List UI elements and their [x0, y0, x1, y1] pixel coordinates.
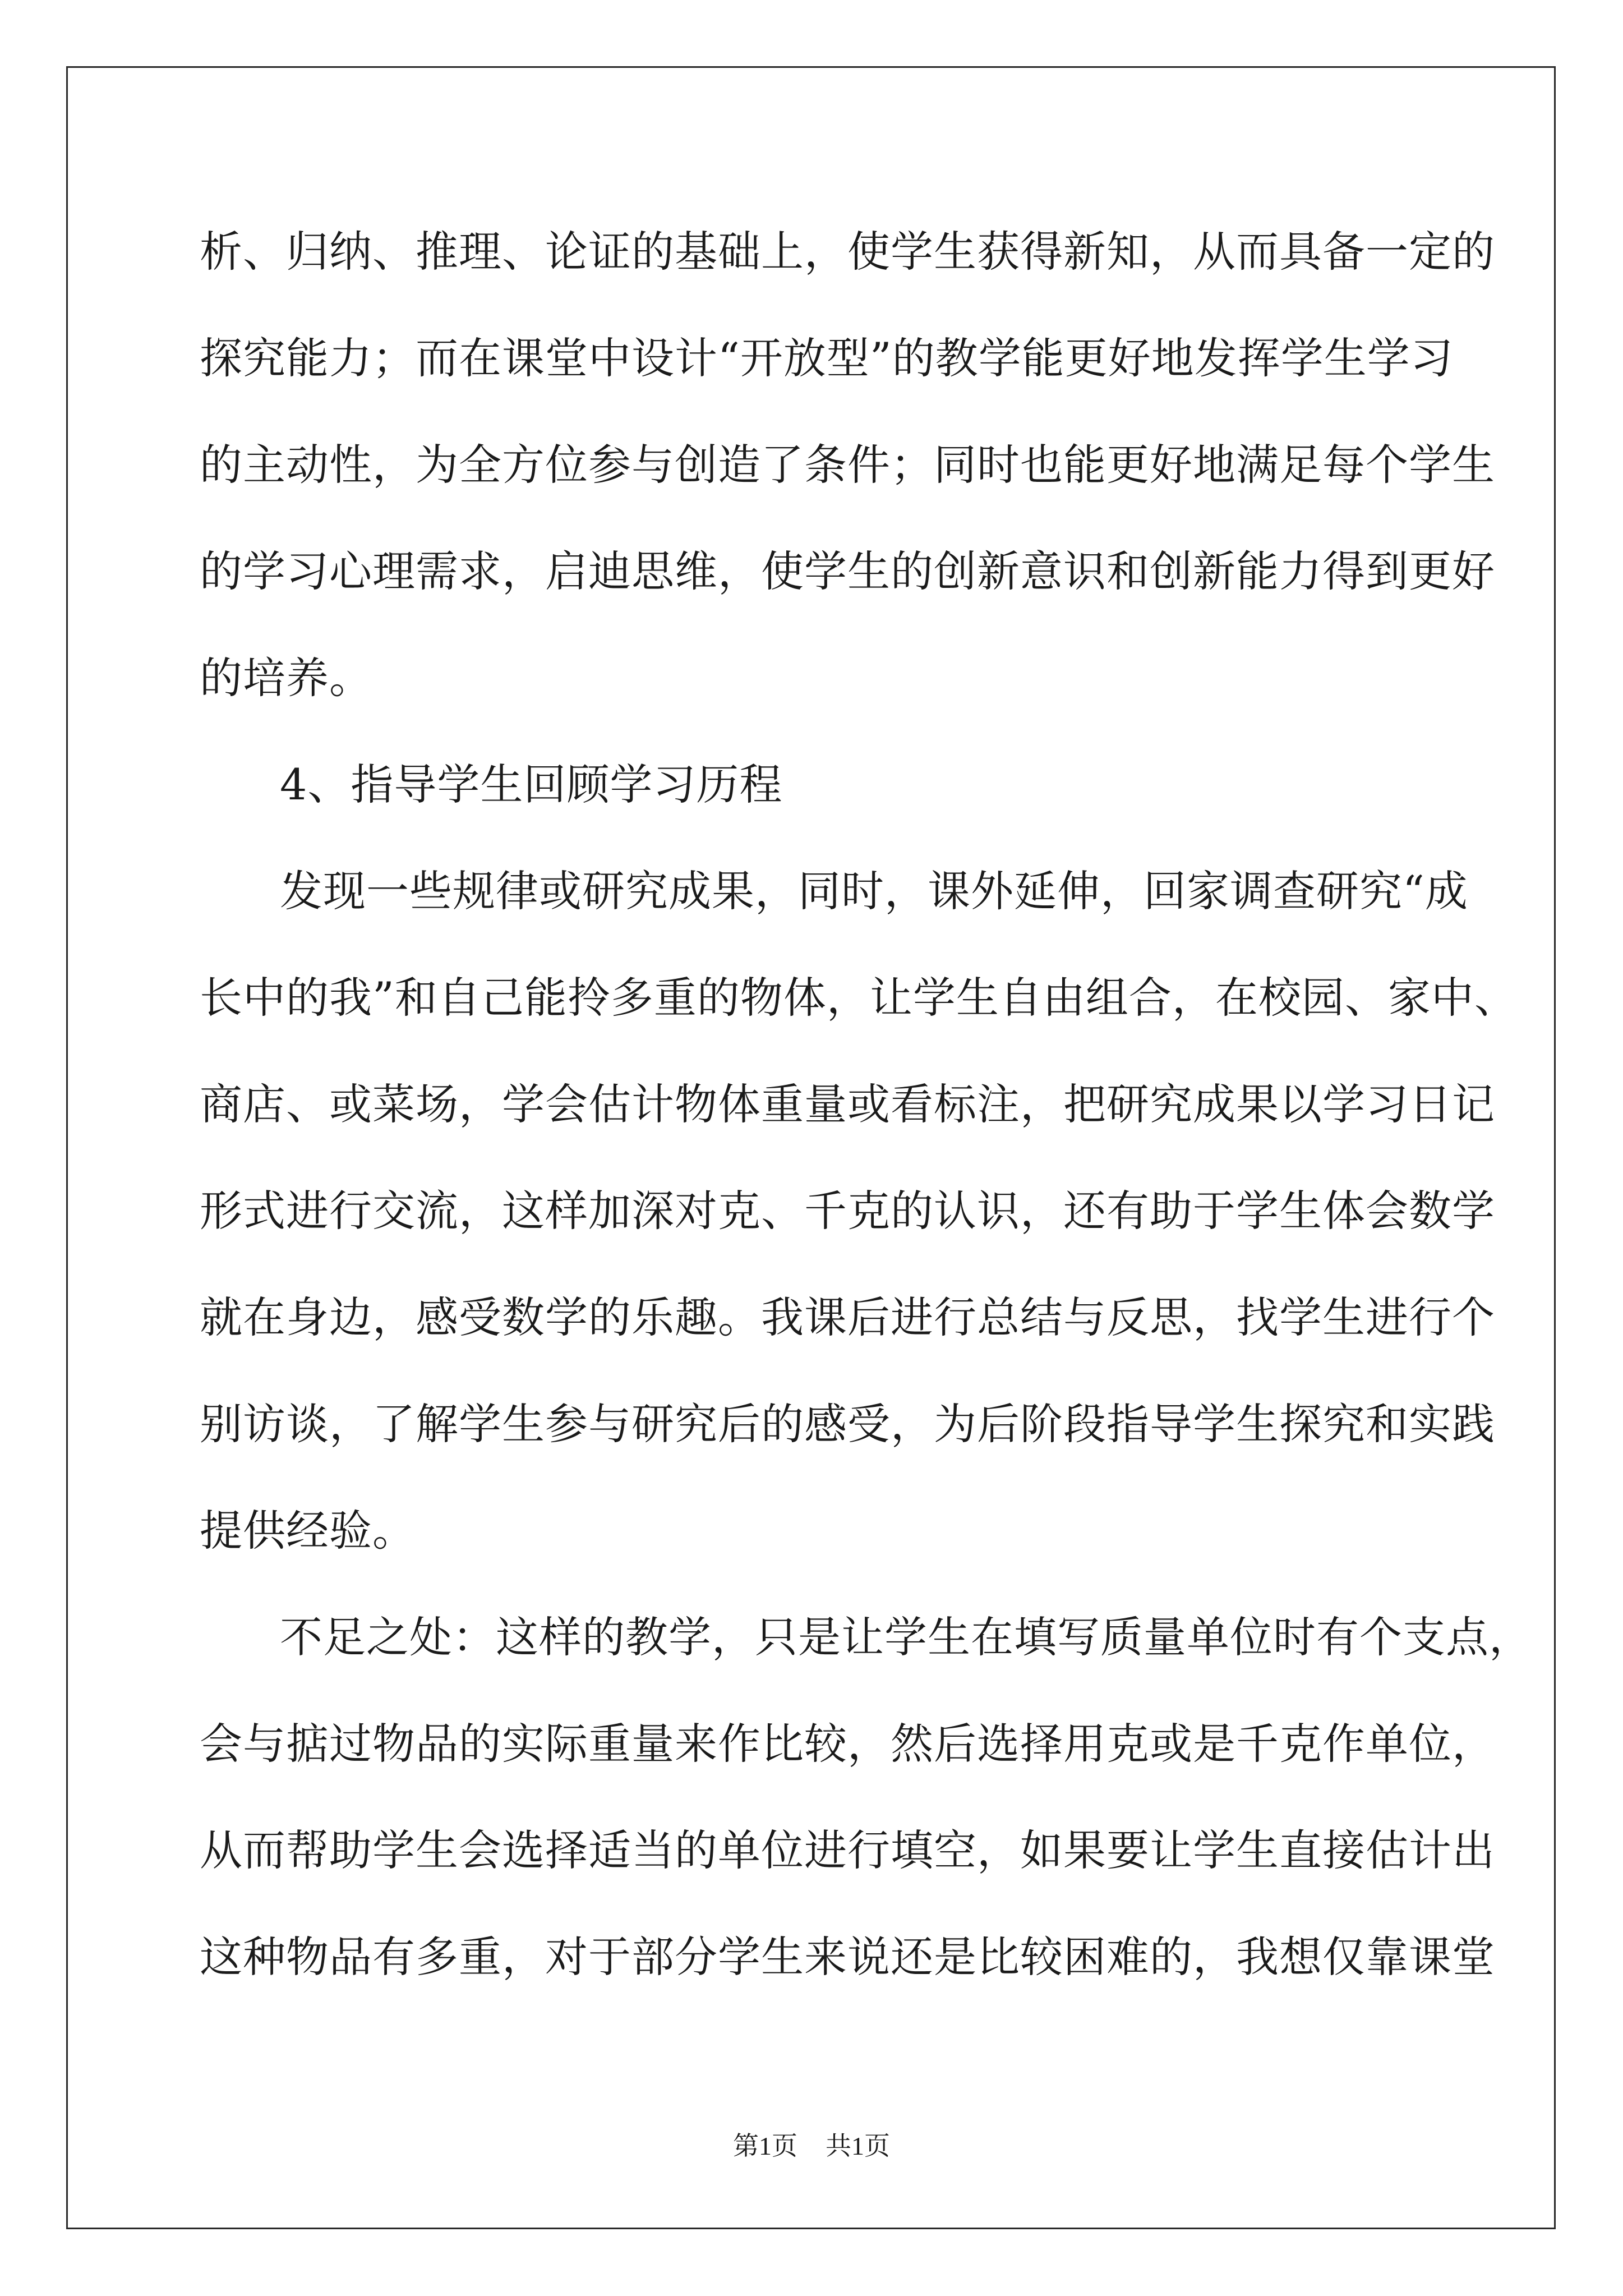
text-line-17: 这种物品有多重，对于部分学生来说还是比较困难的，我想仅靠课堂: [200, 1932, 1495, 1982]
text-line-5: 的培养。: [200, 653, 372, 703]
text-line-12: 别访谈，了解学生参与研究后的感受，为后阶段指导学生探究和实践: [200, 1399, 1495, 1449]
text-line-13: 提供经验。: [200, 1506, 416, 1556]
text-line-14: 不足之处：这样的教学，只是让学生在填写质量单位时有个支点，: [280, 1612, 1532, 1662]
text-line-4: 的学习心理需求，启迪思维，使学生的创新意识和创新能力得到更好: [200, 546, 1495, 596]
text-line-7: 发现一些规律或研究成果，同时，课外延伸，回家调查研究“成: [280, 866, 1468, 916]
text-line-11: 就在身边，感受数学的乐趣。我课后进行总结与反思，找学生进行个: [200, 1292, 1495, 1342]
page-number: 第1页: [733, 2132, 797, 2160]
page-total: 共1页: [826, 2132, 890, 2160]
text-line-15: 会与掂过物品的实际重量来作比较，然后选择用克或是千克作单位，: [200, 1719, 1495, 1769]
text-line-9: 商店、或菜场，学会估计物体重量或看标注，把研究成果以学习日记: [200, 1079, 1495, 1129]
text-line-8: 长中的我”和自己能拎多重的物体，让学生自由组合，在校园、家中、: [200, 973, 1518, 1023]
document-body: [200, 218, 1532, 2030]
text-line-1: 析、归纳、推理、论证的基础上，使学生获得新知，从而具备一定的: [200, 227, 1495, 277]
text-line-10: 形式进行交流，这样加深对克、千克的认识，还有助于学生体会数学: [200, 1186, 1495, 1236]
page-footer: [0, 2129, 1623, 2163]
text-line-3: 的主动性，为全方位参与创造了条件；同时也能更好地满足每个学生: [200, 440, 1495, 490]
section-heading: 4、指导学生回顾学习历程: [280, 760, 783, 809]
text-line-2: 探究能力；而在课堂中设计“开放型”的教学能更好地发挥学生学习: [200, 333, 1454, 383]
text-line-16: 从而帮助学生会选择适当的单位进行填空，如果要让学生直接估计出: [200, 1825, 1495, 1875]
